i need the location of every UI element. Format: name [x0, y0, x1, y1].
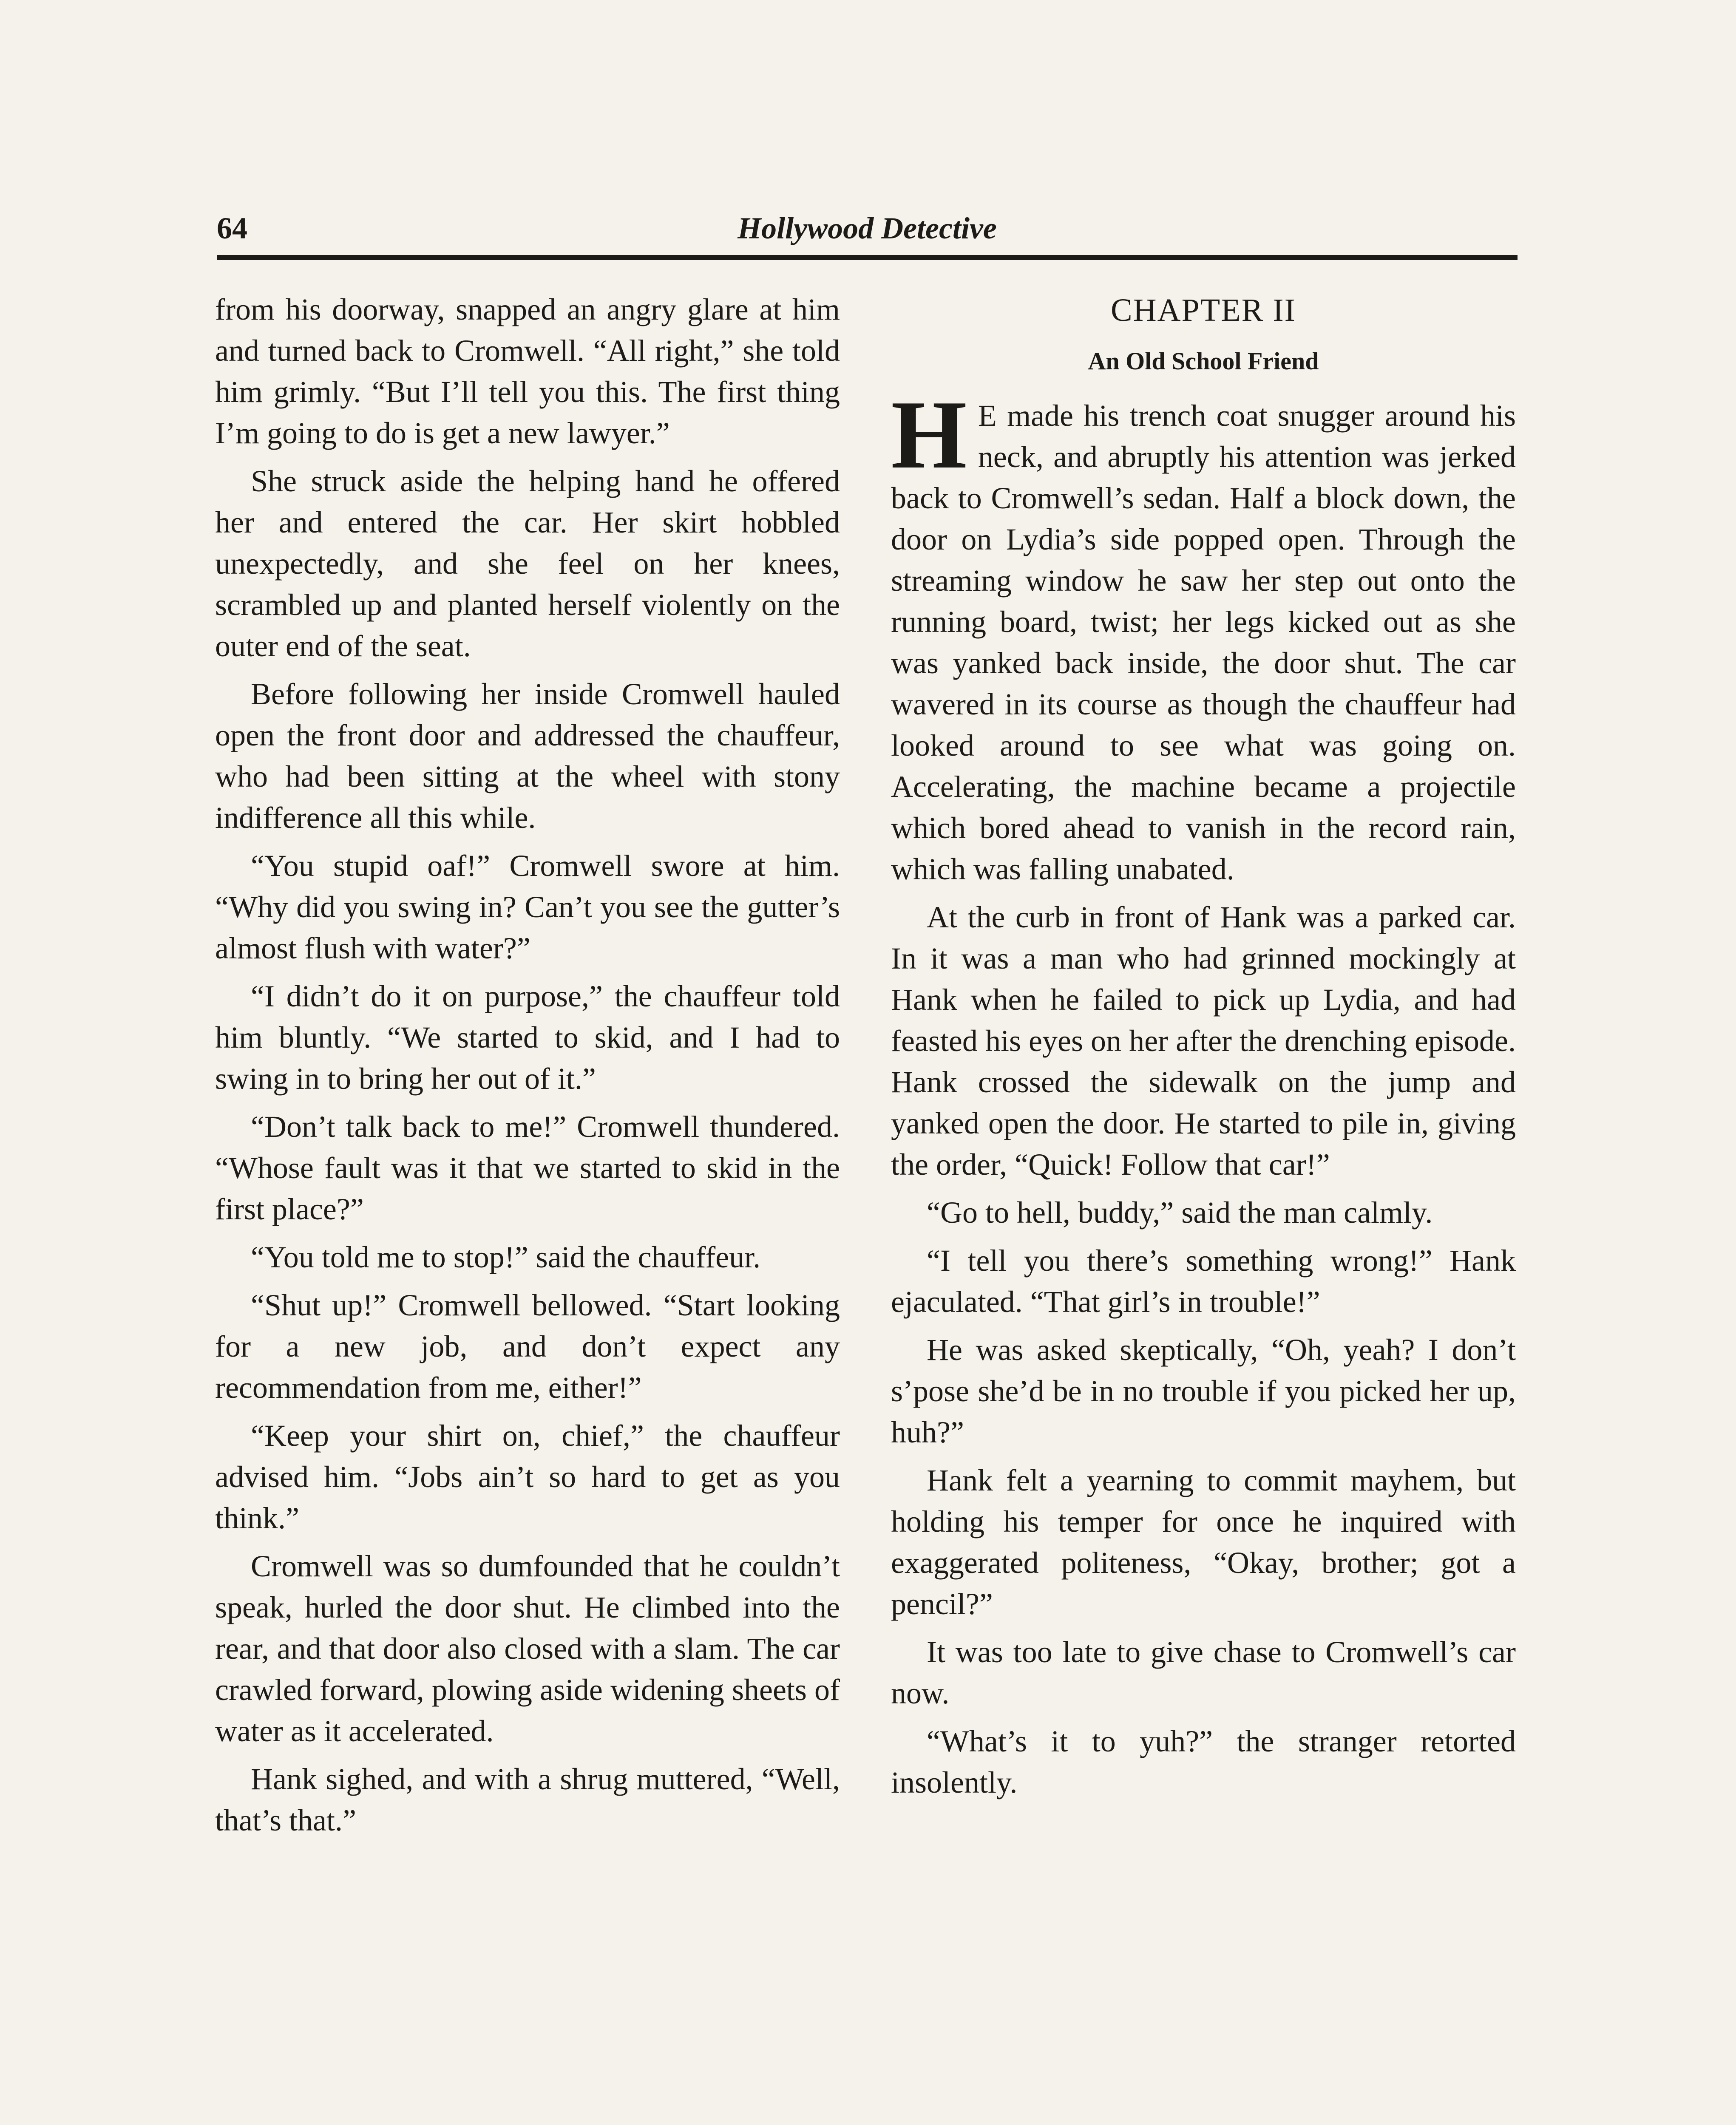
running-head — [217, 203, 1518, 254]
chapter-title: CHAPTER II — [1111, 292, 1296, 328]
paragraph: Hank felt a yearning to commit mayhem, but holding his temper for once he inquired with exaggerated politeness, “Okay, brother; got a pencil?” — [891, 1463, 1516, 1621]
opening-paragraph: E made his trench coat snugger around his neck, and abruptly his attention was jerked back to Cromwell’s sedan. Half a block down, the door on Lydia’s side popped open. Through the streaming window he saw her step out onto the running board, twist; her legs kicked out as she was yanked back inside, the door shut. The car wavered in its course as though the chauffeur had looked around to see what was going on. Accelerating, the machine became a projectile which bored ahead to vanish in the record rain, which was falling unabated. — [891, 399, 1516, 886]
paragraph: He was asked skeptically, “Oh, yeah? I don’t s’pose she’d be in no trouble if you picked her up, huh?” — [891, 1333, 1516, 1449]
page-number: 64 — [217, 211, 247, 245]
running-title: Hollywood Detective — [738, 211, 997, 245]
paragraph: “Shut up!” Cromwell bellowed. “Start looking for a new job, and don’t expect any recommendation from me, either!” — [215, 1288, 840, 1405]
chapter-subtitle: An Old School Friend — [1088, 347, 1319, 375]
paragraph: Before following her inside Cromwell hauled open the front door and addressed the chauffeur, who had been sitting at the wheel with stony indifference all this while. — [215, 677, 840, 835]
paragraph: “You told me to stop!” said the chauffeur. — [251, 1240, 761, 1274]
paragraph: “I didn’t do it on purpose,” the chauffeur told him bluntly. “We started to skid, and I had to swing in to bring her out of it.” — [215, 979, 840, 1096]
paragraph: from his doorway, snapped an angry glare at him and turned back to Cromwell. “All right,” she told him grimly. “But I’ll tell you this. The first thing I’m going to do is get a new lawyer.” — [215, 292, 840, 450]
paragraph: “You stupid oaf!” Cromwell swore at him. “Why did you swing in? Can’t you see the gutter’s almost flush with water?” — [215, 849, 840, 965]
paragraph: It was too late to give chase to Cromwell’s car now. — [891, 1635, 1516, 1710]
paragraph: “I tell you there’s something wrong!” Hank ejaculated. “That girl’s in trouble!” — [891, 1244, 1516, 1319]
drop-cap: H — [891, 380, 967, 489]
paragraph: At the curb in front of Hank was a parked car. In it was a man who had grinned mockingly at Hank when he failed to pick up Lydia, and had feasted his eyes on her after the drenching episode. Hank crossed the sidewalk on the jump and yanked open the door. He started to pile in, giving the order, “Quick! Follow that car!” — [891, 900, 1516, 1182]
paragraph: “Keep your shirt on, chief,” the chauffeur advised him. “Jobs ain’t so hard to get as you think.” — [215, 1419, 840, 1535]
header-rule — [217, 255, 1518, 260]
paragraph: “Don’t talk back to me!” Cromwell thundered. “Whose fault was it that we started to skid in the first place?” — [215, 1110, 840, 1226]
right-column — [891, 289, 1516, 1810]
paragraph: Hank sighed, and with a shrug muttered, “Well, that’s that.” — [215, 1762, 840, 1837]
left-column — [215, 289, 840, 1848]
paragraph: “Go to hell, buddy,” said the man calmly. — [927, 1196, 1433, 1230]
chapter-opening — [891, 380, 1516, 890]
paragraph: She struck aside the helping hand he offered her and entered the car. Her skirt hobbled unexpectedly, and she feel on her knees, scrambled up and planted herself violently on the outer end of the seat. — [215, 464, 840, 663]
paragraph: Cromwell was so dumfounded that he couldn’t speak, hurled the door shut. He climbed into the rear, and that door also closed with a slam. The car crawled forward, plowing aside widening sheets of water as it accelerated. — [215, 1549, 840, 1748]
paragraph: “What’s it to yuh?” the stranger retorted insolently. — [891, 1724, 1516, 1799]
